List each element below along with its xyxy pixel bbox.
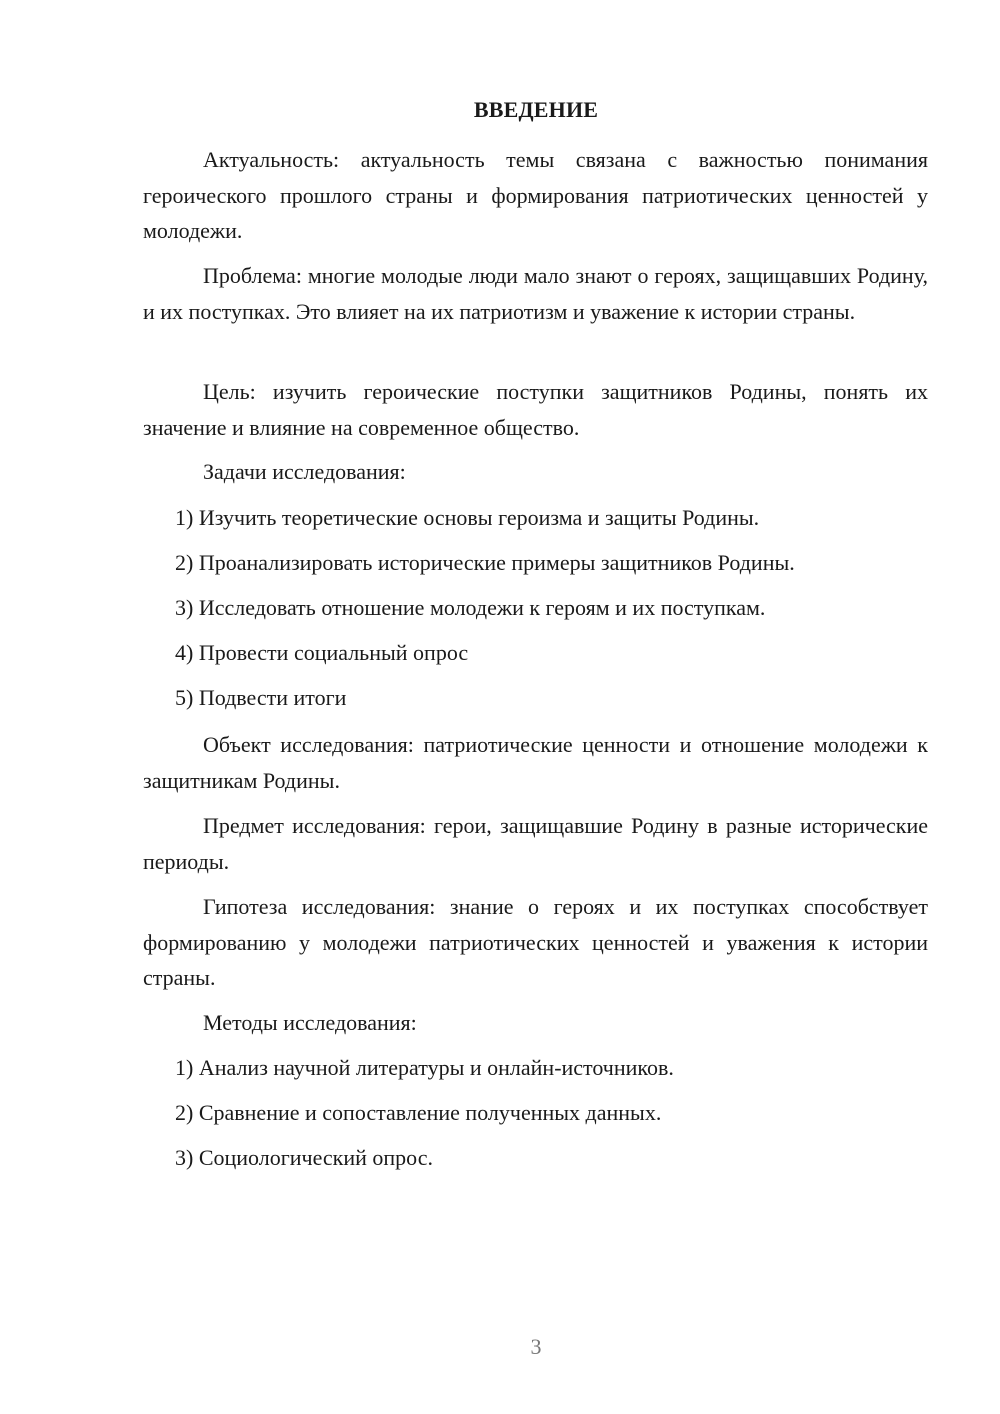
method-item: 2) Сравнение и сопоставление полученных данных. bbox=[175, 1100, 662, 1125]
problem-paragraph: Проблема: многие молодые люди мало знают о героях, защищавших Родину, и их поступках. Это влияет на их патриотизм и уважение к истории страны. bbox=[143, 263, 928, 324]
relevance-paragraph: Актуальность: актуальность темы связана с важностью понимания героического прошлого страны и формирования патриотических ценностей у молодежи. bbox=[143, 147, 928, 243]
task-item: 4) Провести социальный опрос bbox=[175, 640, 469, 665]
methods-title: Методы исследования: bbox=[203, 1010, 417, 1035]
hypothesis-paragraph: Гипотеза исследования: знание о героях и их поступках способствует формированию у молодежи патриотических ценностей и уважения к истории страны. bbox=[143, 894, 928, 990]
goal-paragraph: Цель: изучить героические поступки защитников Родины, понять их значение и влияние на современное общество. bbox=[143, 379, 928, 440]
object-paragraph: Объект исследования: патриотические ценности и отношение молодежи к защитникам Родины. bbox=[143, 732, 928, 793]
task-item: 2) Проанализировать исторические примеры защитников Родины. bbox=[175, 550, 795, 575]
method-item: 3) Социологический опрос. bbox=[175, 1145, 433, 1170]
task-item: 1) Изучить теоретические основы героизма и защиты Родины. bbox=[175, 505, 760, 530]
task-item: 3) Исследовать отношение молодежи к героям и их поступкам. bbox=[175, 595, 766, 620]
task-item: 5) Подвести итоги bbox=[175, 685, 347, 710]
subject-paragraph: Предмет исследования: герои, защищавшие Родину в разные исторические периоды. bbox=[143, 813, 928, 874]
page-number: 3 bbox=[530, 1334, 542, 1359]
tasks-title: Задачи исследования: bbox=[203, 459, 406, 484]
section-heading: ВВЕДЕНИЕ bbox=[473, 97, 599, 122]
method-item: 1) Анализ научной литературы и онлайн-источников. bbox=[175, 1055, 674, 1080]
